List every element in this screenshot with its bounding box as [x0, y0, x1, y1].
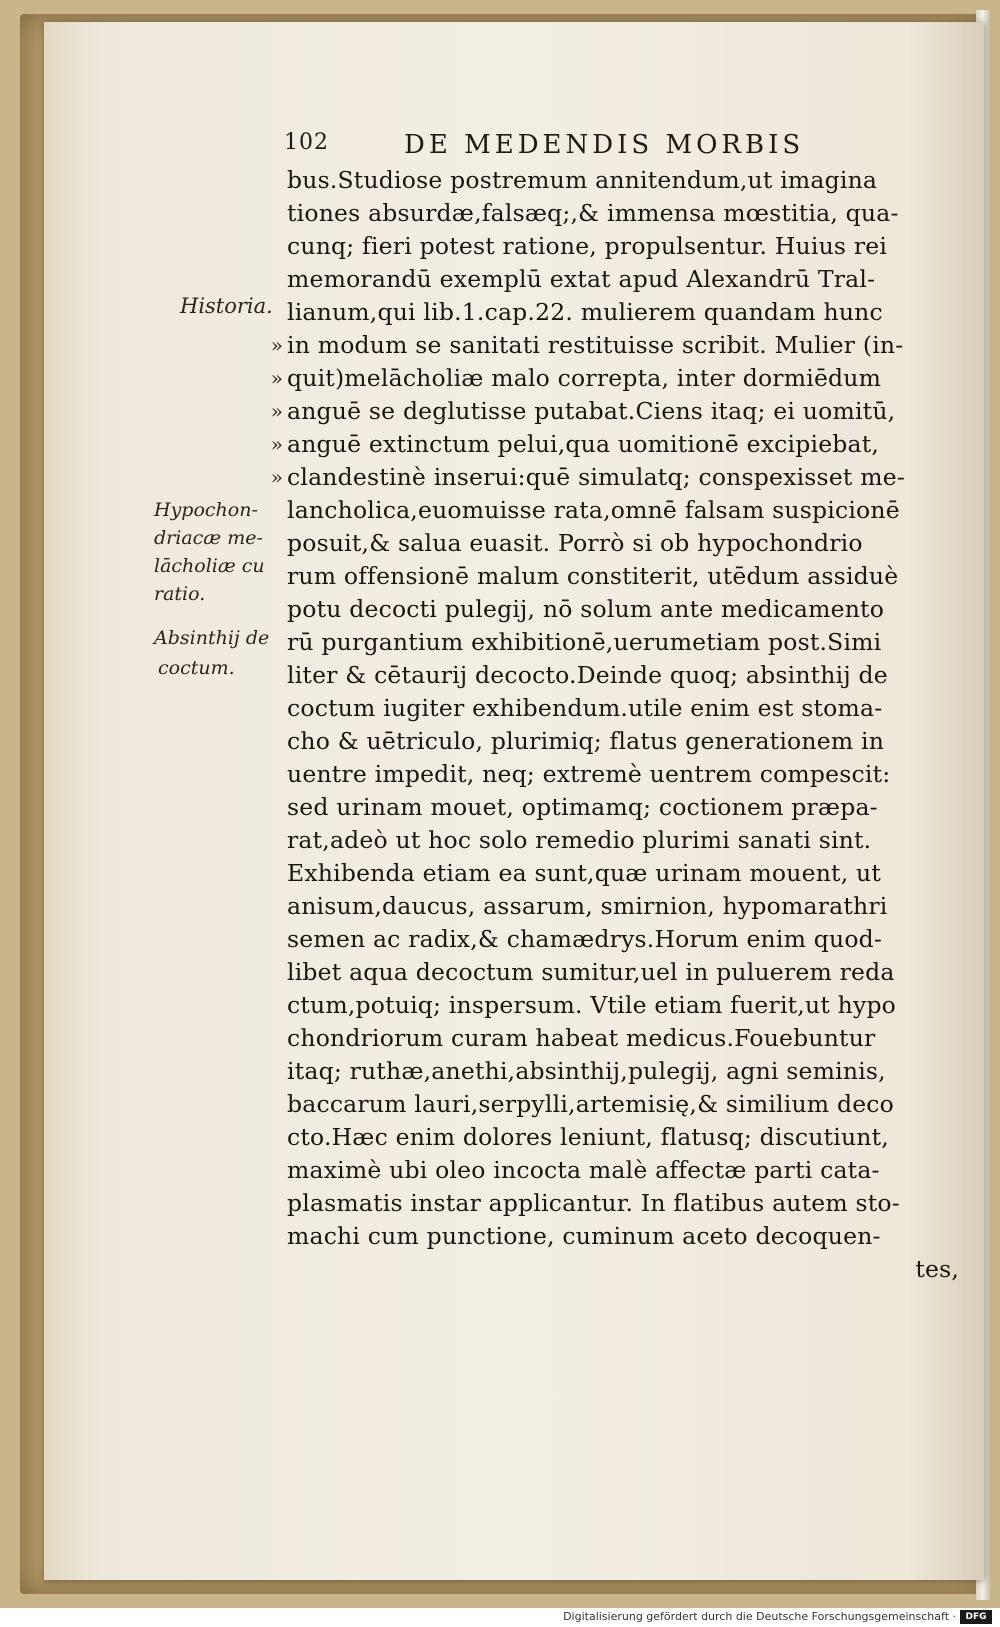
- text-line: rat,adeò ut hoc solo remedio plurimi sanati sint.: [287, 826, 872, 854]
- text-line: ctum,potuiq; inspersum. Vtile etiam fuerit,ut hypo: [287, 991, 897, 1019]
- text-line: lianum,qui lib.1.cap.22. mulierem quandam hunc: [287, 298, 883, 326]
- funding-credit: Digitalisierung gefördert durch die Deutsche Forschungsgemeinschaft ·: [563, 1610, 956, 1623]
- text-line: in modum se sanitati restituisse scribit. Mulier (in-: [287, 331, 904, 359]
- page-number: 102: [284, 130, 329, 155]
- quote-mark: »: [270, 366, 283, 390]
- footer-bar: [0, 1608, 1000, 1627]
- text-line: libet aqua decoctum sumitur,uel in puluerem reda: [287, 958, 895, 986]
- text-line: baccarum lauri,serpylli,artemisię,& similium deco: [287, 1090, 895, 1118]
- book-page: [44, 22, 984, 1580]
- sidenote-absinthium-2: coctum.: [158, 657, 235, 679]
- text-line: coctum iugiter exhibendum.utile enim est stoma-: [287, 694, 883, 722]
- text-line: lancholica,euomuisse rata,omnē falsam suspicionē: [287, 496, 900, 524]
- text-line: anisum,daucus, assarum, smirnion, hypomarathri: [287, 892, 888, 920]
- text-line: uentre impedit, neq; extremè uentrem compescit:: [287, 760, 891, 788]
- text-line: bus.Studiose postremum annitendum,ut imagina: [287, 166, 878, 194]
- dfg-logo: DFG: [960, 1610, 992, 1624]
- text-line: liter & cētaurij decocto.Deinde quoq; absinthij de: [287, 661, 888, 689]
- text-line: memorandū exemplū extat apud Alexandrū Tral-: [287, 265, 876, 293]
- text-line: itaq; ruthæ,anethi,absinthij,pulegij, agni seminis,: [287, 1057, 886, 1085]
- text-line: plasmatis instar applicantur. In flatibus autem sto-: [287, 1189, 900, 1217]
- text-line: semen ac radix,& chamædrys.Horum enim quod-: [287, 925, 883, 953]
- body-text: [287, 164, 959, 1286]
- quote-mark: »: [270, 432, 283, 456]
- text-line: posuit,& salua euasit. Porrò si ob hypochondrio: [287, 529, 863, 557]
- quote-mark: »: [270, 465, 283, 489]
- text-line: cunq; fieri potest ratione, propulsentur. Huius rei: [287, 232, 888, 260]
- text-line: cto.Hæc enim dolores leniunt, flatusq; discutiunt,: [287, 1123, 889, 1151]
- text-line: machi cum punctione, cuminum aceto decoquen-: [287, 1222, 881, 1250]
- text-line: tiones absurdæ,falsæq;,& immensa mœstitia, qua-: [287, 199, 899, 227]
- text-line: rum offensionē malum constiterit, utēdum assiduè: [287, 562, 899, 590]
- sidenote-historia: Historia.: [180, 294, 273, 318]
- text-line: quit)melācholiæ malo correpta, inter dormiēdum: [287, 364, 882, 392]
- text-line: anguē se deglutisse putabat.Ciens itaq; ei uomitū,: [287, 397, 896, 425]
- text-line: maximè ubi oleo incocta malè affectæ parti cata-: [287, 1156, 880, 1184]
- text-line: rū purgantium exhibitionē,uerumetiam post.Simi: [287, 628, 882, 656]
- running-head: DE MEDENDIS MORBIS: [404, 130, 805, 160]
- text-line: anguē extinctum pelui,qua uomitionē excipiebat,: [287, 430, 880, 458]
- text-line: Exhibenda etiam ea sunt,quæ urinam mouent, ut: [287, 859, 882, 887]
- text-line: chondriorum curam habeat medicus.Fouebuntur: [287, 1024, 876, 1052]
- text-line: cho & uētriculo, plurimiq; flatus generationem in: [287, 727, 885, 755]
- text-line: sed urinam mouet, optimamq; coctionem præpa-: [287, 793, 878, 821]
- quote-mark: »: [270, 399, 283, 423]
- sidenote-hypochondria-3: lācholiæ cu: [154, 555, 265, 577]
- page-header: [44, 130, 984, 164]
- sidenote-hypochondria-2: driacæ me-: [154, 527, 263, 549]
- sidenote-hypochondria-4: ratio.: [154, 583, 206, 605]
- quote-mark: »: [270, 333, 283, 357]
- sidenote-hypochondria-1: Hypochon-: [154, 499, 258, 521]
- text-line: potu decocti pulegij, nō solum ante medicamento: [287, 595, 885, 623]
- sidenote-absinthium-1: Absinthij de: [154, 627, 270, 649]
- text-line: clandestinè inserui:quē simulatq; conspexisset me-: [287, 463, 905, 491]
- catchword: tes,: [915, 1255, 959, 1283]
